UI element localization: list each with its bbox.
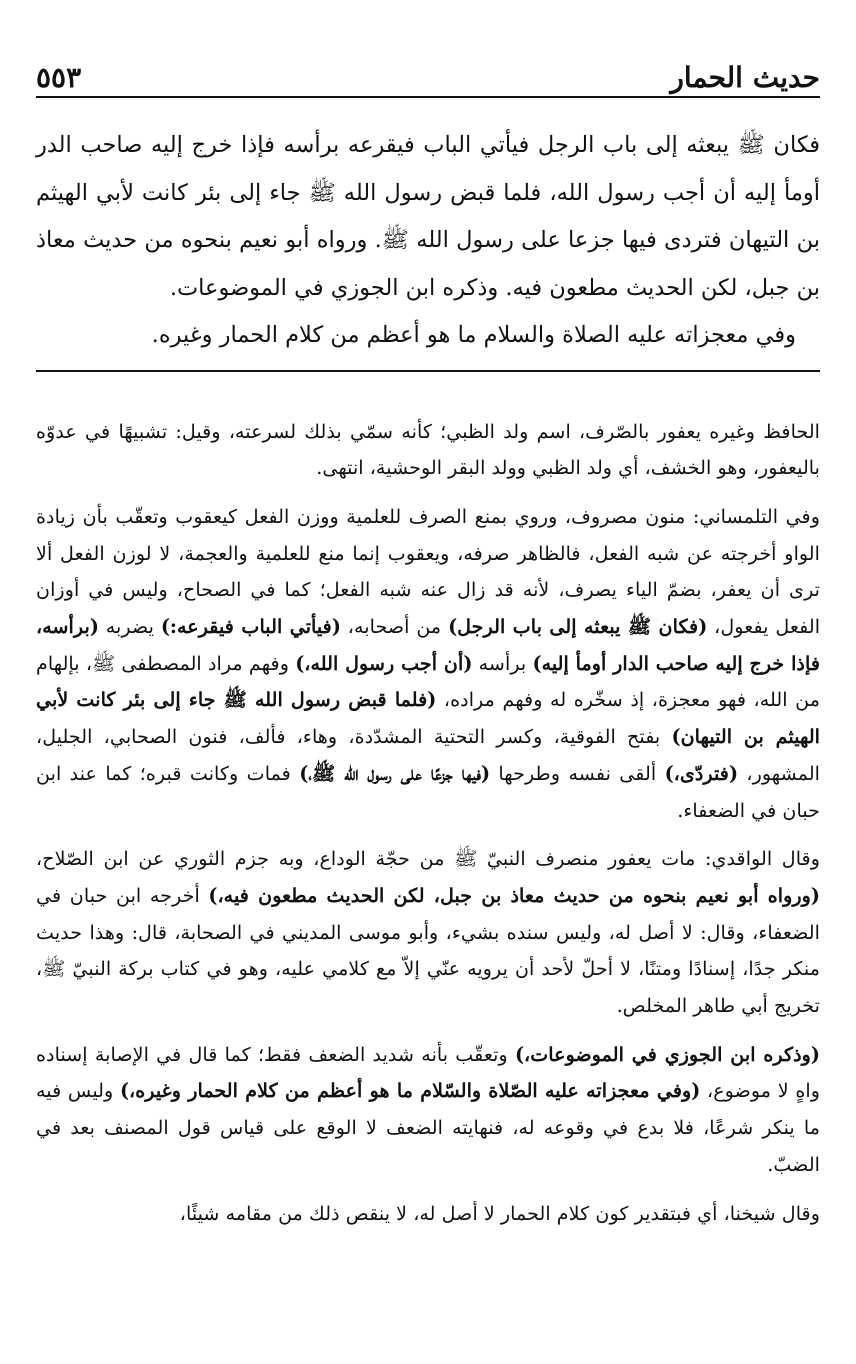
divider xyxy=(36,370,820,372)
quoted-text: (فيأتي الباب فيقرعه:) xyxy=(160,615,341,639)
quoted-text: (فكان ﷺ يبعثه إلى باب الرجل) xyxy=(448,615,708,639)
commentary-text: يضربه xyxy=(98,615,161,639)
commentary-text: بفتح الفوقية، وكسر التحتية المشدّدة، وهاء، فألف، فنون الصحابي، الجليل، المشهور، xyxy=(36,725,821,785)
commentary-text: وفهم مراد المصطفى ﷺ، بإلهام من الله، فهو معجزة، إذ سخّره له وفهم مراده، xyxy=(36,651,820,712)
commentary-text: وتعقّب بأنه شديد الضعف فقط؛ كما قال في الإصابة إسناده واهٍ لا موضوع، xyxy=(36,1042,820,1103)
main-text xyxy=(36,122,820,360)
commentary-paragraph xyxy=(36,499,820,829)
commentary-text: ألقى نفسه وطرحها xyxy=(490,761,665,785)
commentary-text: وليس فيه ما ينكر شرعًا، فلا بدع في وقوعه له، فنهايته الضعف لا الوقع على قياس قول المصنف بعد في الضبّ. xyxy=(36,1079,820,1176)
quoted-text: (فلما قبض رسول الله ﷺ جاء إلى بئر كانت لأبي الهيثم بن التيهان) xyxy=(36,688,821,749)
quoted-text: (وفي معجزاته عليه الصّلاة والسّلام ما هو أعظم من كلام الحمار وغيره،) xyxy=(119,1079,701,1103)
quoted-text: (برأسه، فإذا خرج إليه صاحب الدار أومأ إليه) xyxy=(36,615,820,675)
commentary-paragraph xyxy=(36,841,820,1025)
commentary xyxy=(36,414,820,1233)
book-page xyxy=(36,48,820,1244)
running-title: حديث الحمار xyxy=(670,61,820,94)
quoted-text: (وذكره ابن الجوزي في الموضوعات،) xyxy=(514,1042,820,1066)
page-number: ٥٥٣ xyxy=(36,61,82,94)
quoted-text: (أن أجب رسول الله،) xyxy=(295,651,473,675)
main-paragraph: فكان ﷺ يبعثه إلى باب الرجل فيأتي الباب فيقرعه برأسه فإذا خرج إليه صاحب الدر أومأ إليه أن أجب رسول الله، فلما قبض رسول الله ﷺ جاء إلى بئر كانت لأبي الهيثم بن التيهان فتردى فيها جزعا على رسول الله ﷺ. ورواه أبو نعيم بنحوه من حديث معاذ بن جبل، لكن الحديث مطعون فيه. وذكره ابن الجوزي في الموضوعات. xyxy=(36,132,820,301)
commentary-text: أخرجه ابن حبان في الضعفاء، وقال: لا أصل له، وليس سنده بشيء، وأبو موسى المديني في الصحابة، قال: وهذا حديث منكر جدًا، إسنادًا ومتنًا، لا أحلّ لأحد أن يرويه عنّي إلاّ مع كلامي عليه، وهو في كتاب بركة النبيّ ﷺ، تخريج أبي طاهر المخلص. xyxy=(36,883,820,1018)
main-paragraph: وفي معجزاته عليه الصلاة والسلام ما هو أعظم من كلام الحمار وغيره. xyxy=(151,322,796,348)
commentary-paragraph: وقال شيخنا، أي فبتقدير كون كلام الحمار لا أصل له، لا ينقص ذلك من مقامه شيئًا، xyxy=(179,1201,820,1225)
quoted-text: (فيها جزعًا على رسول الله ﷺ،) xyxy=(299,761,491,785)
quoted-text: (فتردّى،) xyxy=(664,761,739,785)
commentary-text: فمات وكانت قبره؛ كما عند ابن حبان في الضعفاء. xyxy=(36,761,820,822)
commentary-text: من أصحابه، xyxy=(340,615,449,639)
commentary-text: وفي التلمساني: منون مصروف، وروي بمنع الصرف للعلمية ووزن الفعل كيعقوب وتعقّب بأن زيادة الواو أخرجته عن شبه الفعل، فالظاهر صرفه، ويعقوب إنما منع للعلمية والعجمة، لا لوزن الفعل ألا ترى أن يعفر، بضمّ الياء يصرف، لأنه قد زال عنه شبه الفعل؛ كما في الصحاح، وليس في أوزان الفعل يفعول، xyxy=(36,504,821,639)
quoted-text: (ورواه أبو نعيم بنحوه من حديث معاذ بن جبل، لكن الحديث مطعون فيه،) xyxy=(208,883,821,907)
page-header xyxy=(36,48,820,98)
commentary-paragraph: الحافظ وغيره يعفور بالصّرف، اسم ولد الظبي؛ كأنه سمّي بذلك لسرعته، وقيل: تشبيهًا في عدوّه باليعفور، وهو الخشف، أي ولد الظبي وولد البقر الوحشية، انتهى. xyxy=(36,419,820,480)
commentary-paragraph xyxy=(36,1037,820,1184)
commentary-text: وقال الواقدي: مات يعفور منصرف النبيّ ﷺ من حجّة الوداع، وبه جزم الثوري عن ابن الصّلاح، xyxy=(36,847,820,871)
commentary-text: برأسه xyxy=(472,651,533,675)
